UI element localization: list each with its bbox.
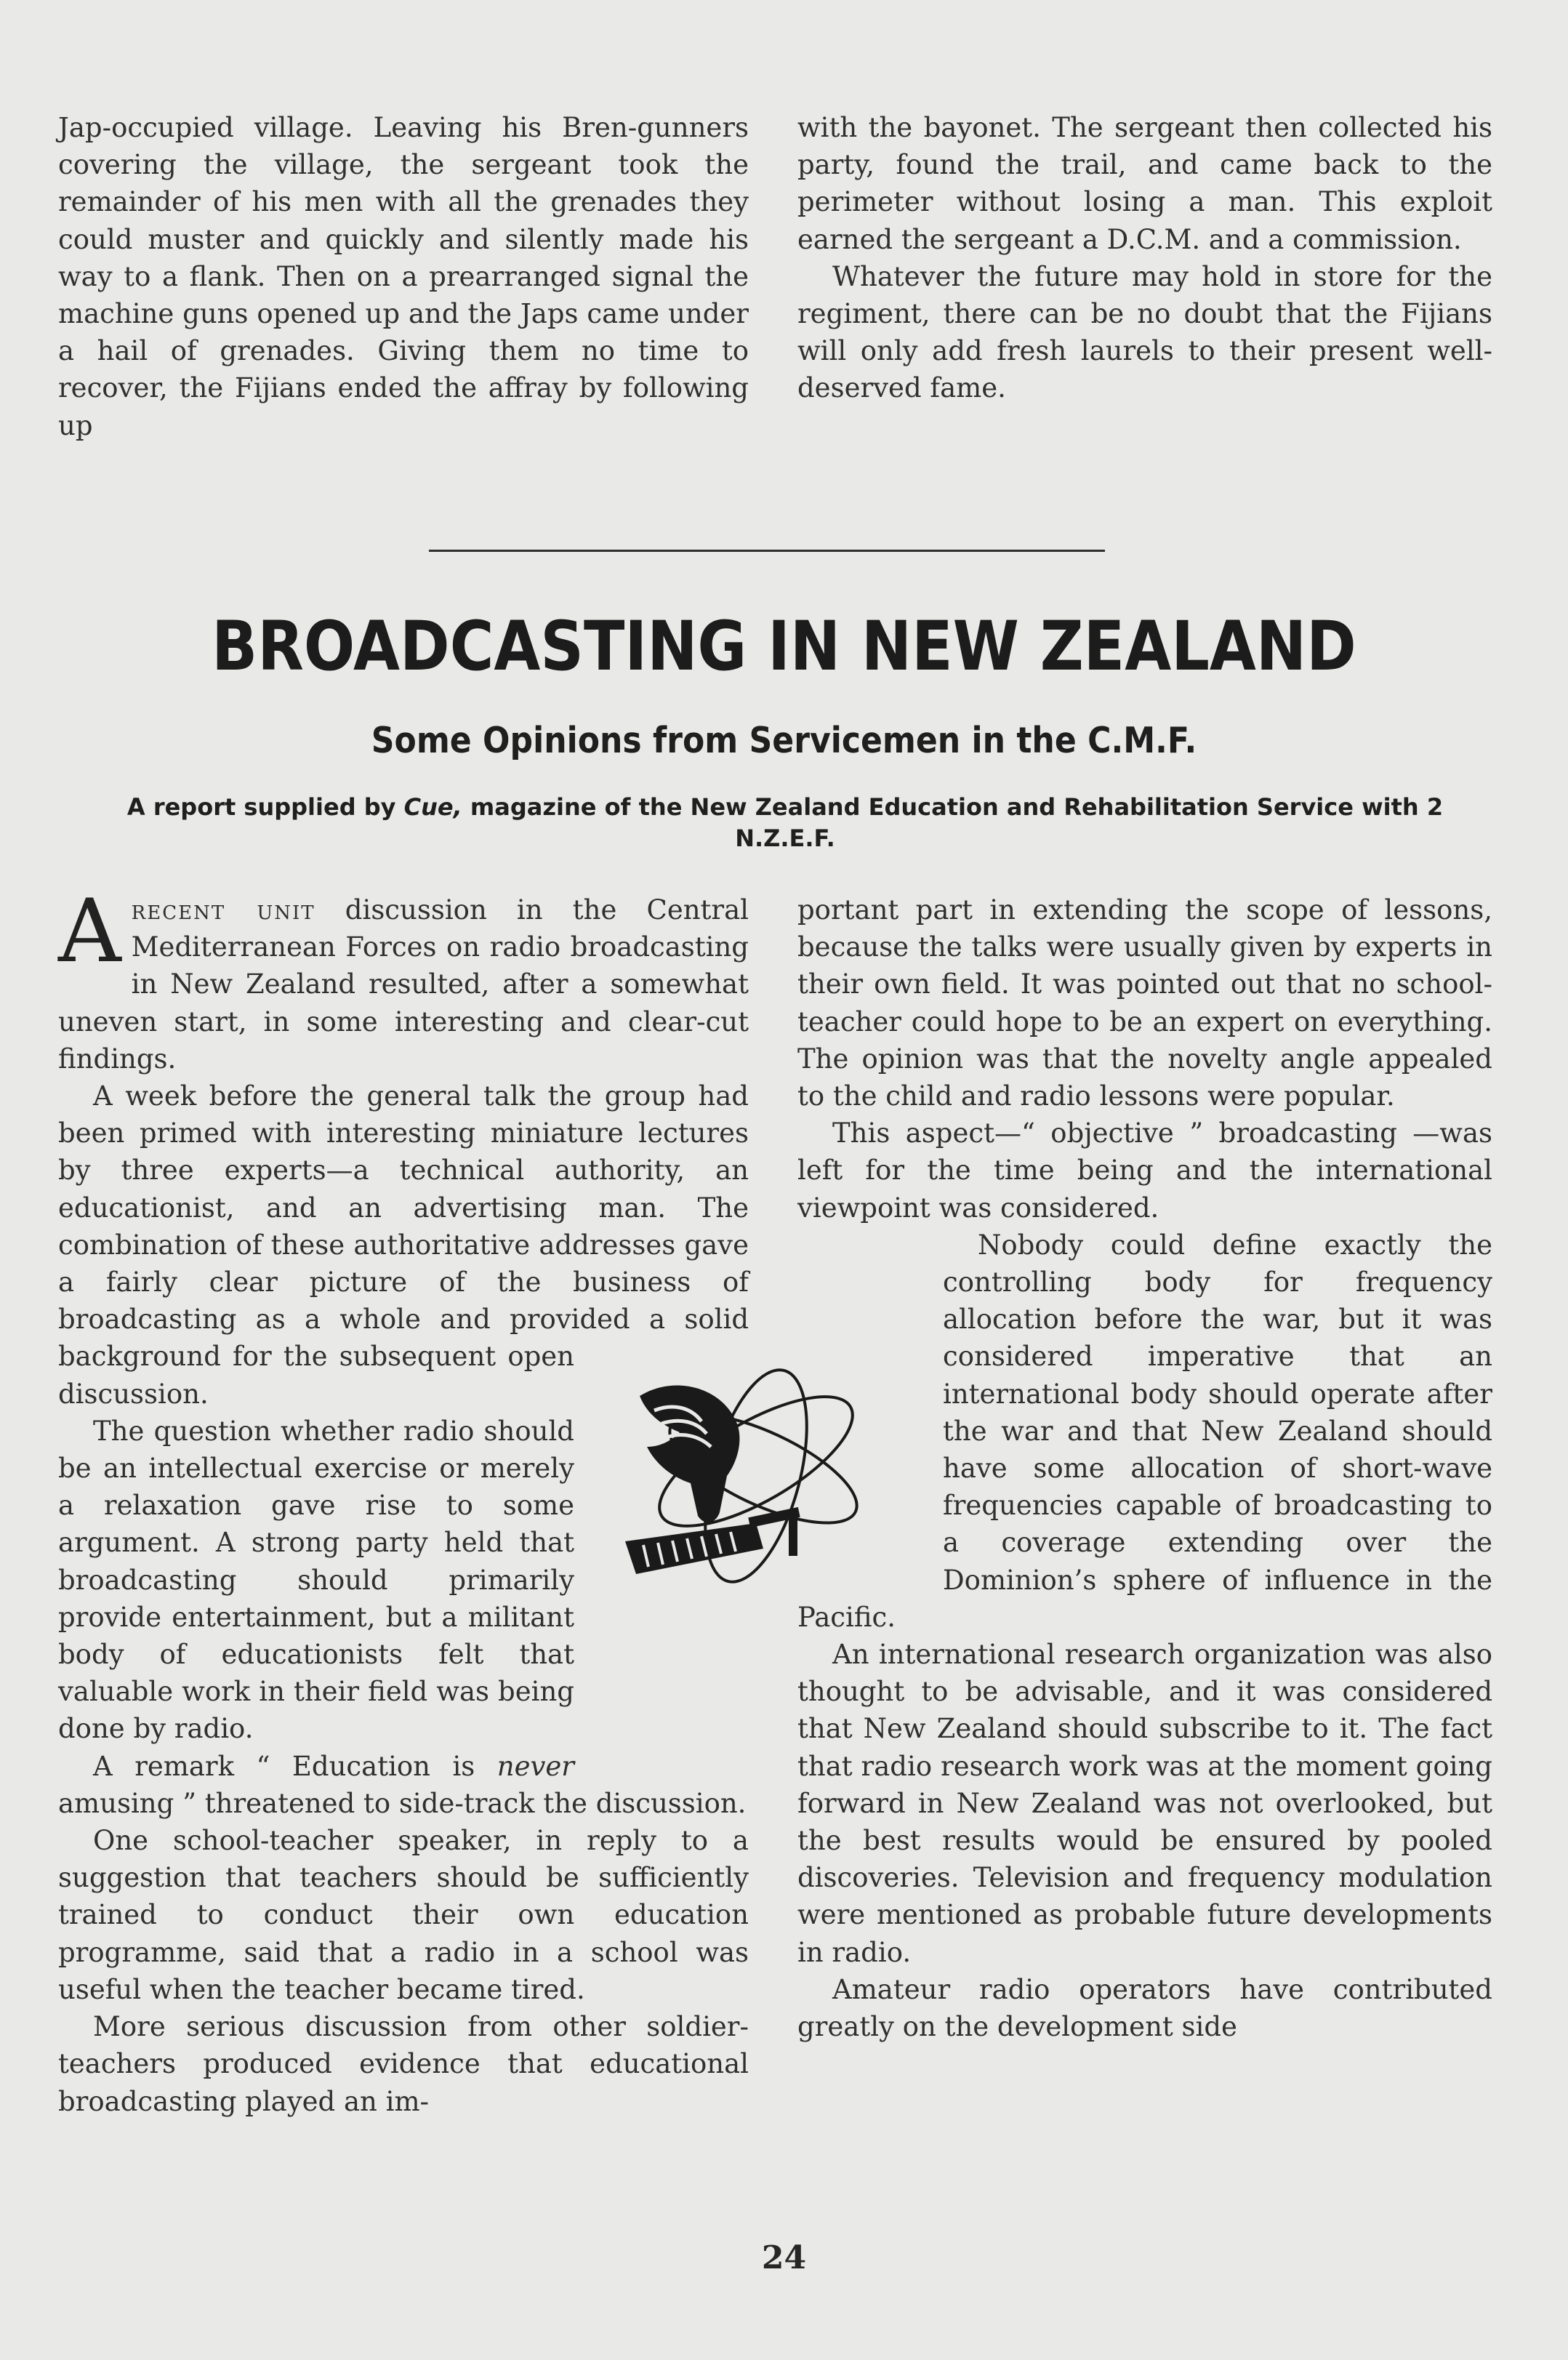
article-paragraph [797,1227,1492,1636]
article-paragraph-text: Nobody could define exactly the controlling body for frequency allocation before the war, but it was considered imperative that an international body should operate after the war and that New Zealand should have some allocation of short-wave frequencies capable of broadcasting to a coverage extending over the Dominion’s sphere of influence in the Pacific. [797,1229,1492,1633]
credit-source: Cue, [403,793,462,821]
previous-article-paragraph: Whatever the future may hold in store for the regiment, there can be no doubt that the Fijians will only add fresh laurels to their present well-deserved fame. [797,260,1492,404]
article-title: BROADCASTING IN NEW ZEALAND [212,607,1356,686]
article-paragraph: An international research organization was also thought to be advisable, and it was considered that New Zealand should subscribe to it. The fact that radio research work was at the moment going forward in New Zealand was not overlooked, but the best results would be ensured by pooled discoveries. Television and frequency modulation were mentioned as probable future developments in radio. [797,1639,1492,1968]
lead-smallcaps: recent unit [131,894,315,926]
remark-text: A remark “ Education is [93,1750,497,1782]
article-paragraph [58,881,749,1077]
credit-prefix: A report supplied by [126,793,404,821]
article-right-column [797,891,1492,2045]
remark-emphasis: never [496,1750,574,1782]
article-paragraph: The question whether radio should be an intellectual exercise or merely a relaxation gave rise to some argument. A strong party held that broadcasting should primarily provide entertainment, but a militant body of educationists felt that valuable work in their field was being done by radio. [58,1415,574,1745]
page-number: 24 [761,2239,807,2276]
article-paragraph: More serious discussion from other soldier-teachers produced evidence that educational broadcasting played an im- [58,2011,749,2117]
previous-article-paragraph: Jap-occupied village. Leaving his Bren-gunners covering the village, the sergeant took the remainder of his men with all the grenades they could muster and quickly and silently made his way to a flank. Then on a prearranged signal the machine guns opened up and the Japs came under a hail of grenades. Giving them no time to recover, the Fijians ended the affray by following up [58,112,749,441]
previous-article-left-column [58,109,749,444]
article-subtitle: Some Opinions from Servicemen in the C.M.F. [371,720,1197,761]
article-paragraph-text: A week before the general talk the group had been primed with interesting miniature lectures by three experts—a technical authority, an educationist, and an advertising man. The combination of these authoritative addresses gave a fairly clear picture of the business of broadcasting as a whole and provided a solid background for the subsequent open discussion. [58,1080,749,1410]
credit-suffix: magazine of the New Zealand Education and Rehabilitation Service with 2 N.Z.E.F. [462,793,1444,852]
article-paragraph [58,1077,749,1413]
drop-cap: A [58,881,121,982]
horse-head-radio-waves-piano-keys-icon [611,1367,872,1629]
lead-text: discussion in the Central Mediterranean Forces on radio broadcasting in New Zealand resulted, after a somewhat uneven start, in some interesting and clear-cut findings. [58,894,749,1075]
article-paragraph: One school-teacher speaker, in reply to a suggestion that teachers should be sufficiently trained to conduct their own education programme, said that a radio in a school was useful when the teacher became tired. [58,1825,749,2005]
remark-text: amusing ” threatened to side-track the discussion. [58,1787,747,1819]
section-divider [429,550,1105,552]
article-paragraph: Amateur radio operators have contributed greatly on the development side [797,1973,1492,2043]
previous-article-paragraph: with the bayonet. The sergeant then collected his party, found the trail, and came back to the perimeter without losing a man. This exploit earned the sergeant a D.C.M. and a commission. [797,112,1492,255]
article-credit [87,792,1483,854]
previous-article-right-column [797,109,1492,407]
article-paragraph: portant part in extending the scope of lessons, because the talks were usually given by experts in their own field. It was pointed out that no school-teacher could hope to be an expert on everything. The opinion was that the novelty angle appealed to the child and radio lessons were popular. [797,894,1492,1112]
article-paragraph: This aspect—“ objective ” broadcasting —was left for the time being and the international viewpoint was considered. [797,1117,1492,1224]
